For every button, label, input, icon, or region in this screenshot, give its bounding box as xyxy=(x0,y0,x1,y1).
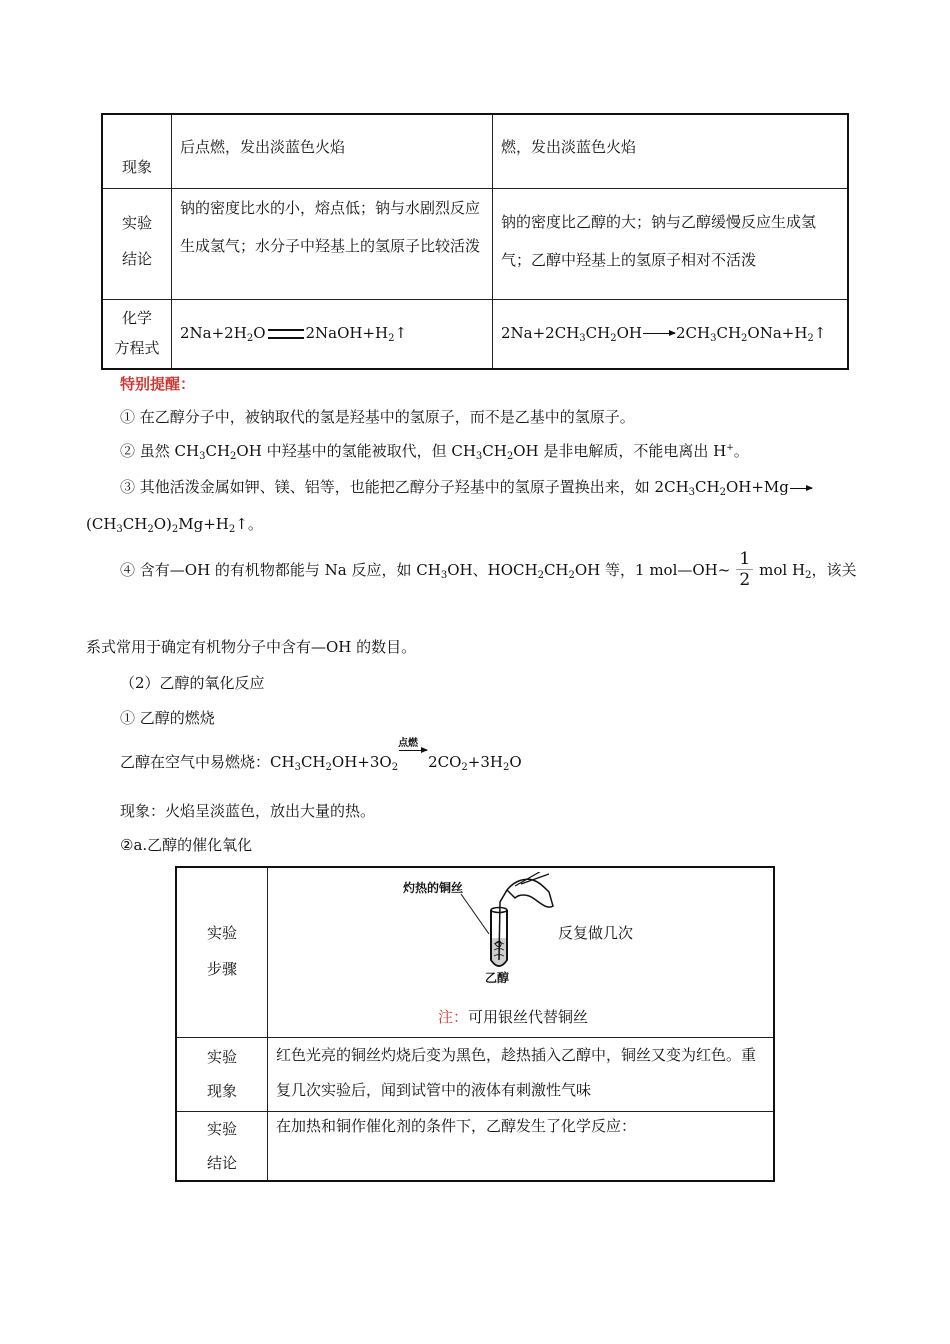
ethanol-label: 乙醇 xyxy=(485,971,510,984)
ethanol-equation-cell xyxy=(493,299,849,369)
ethanol-phenomenon-cell: 燃，发出淡蓝色火焰 xyxy=(493,114,849,188)
row-label-steps: 实验 步骤 xyxy=(176,867,268,1037)
combustion-phenomenon: 现象：火焰呈淡蓝色，放出大量的热。 xyxy=(120,802,376,820)
subheading-catalytic: ②a.乙醇的催化氧化 xyxy=(120,836,253,854)
reminder-title: 特别提醒： xyxy=(120,375,196,393)
row-label-equation: 化学 方程式 xyxy=(102,299,172,369)
half-fraction: $\frac{1}{2}$ xyxy=(736,549,753,590)
row-label-conclusion: 实验 结论 xyxy=(102,188,172,299)
reminder-point-3: ③ 其他活泼金属如钾、镁、铝等，也能把乙醇分子羟基中的氢原子置换出来，如 $2CH_3CH_2OH+Mg$ xyxy=(120,476,813,497)
phenomenon-cell: 红色光亮的铜丝灼烧后变为黑色，趁热插入乙醇中，铜丝又变为红色。重复几次实验后，闻到试管中的液体有刺激性气味 xyxy=(268,1037,775,1111)
row-label-conclusion-2: 实验 结论 xyxy=(176,1111,268,1181)
reminder-point-4-cont: 系式常用于确定有机物分子中含有—OH 的数目。 xyxy=(86,638,417,656)
subheading-combustion: ① 乙醇的燃烧 xyxy=(120,709,215,727)
steps-cell xyxy=(268,867,775,1037)
catalytic-oxidation-table xyxy=(175,866,775,1182)
reminder-point-2: ② 虽然 $CH_3CH_2OH$ 中羟基中的氢能被取代，但 $CH_3CH_2OH$ 是非电解质，不能电离出 H+。 xyxy=(120,442,749,462)
water-conclusion-cell: 钠的密度比水的小，熔点低；钠与水剧烈反应生成氢气；水分子中羟基上的氢原子比较活泼 xyxy=(172,188,493,299)
ethanol-conclusion-cell: 钠的密度比乙醇的大；钠与乙醇缓慢反应生成氢气；乙醇中羟基上的氢原子相对不活泼 xyxy=(493,188,849,299)
section-heading-oxidation: （2）乙醇的氧化反应 xyxy=(120,674,265,692)
row-label-phenomenon-2: 实验 现象 xyxy=(176,1037,268,1111)
combustion-equation: 乙醇在空气中易燃烧：$CH_3CH_2OH+3O_2$ 点燃 $2CO_2+3H_2O$ xyxy=(120,751,522,772)
note: 注：可用银丝代替铜丝 xyxy=(438,1008,589,1026)
row-label-phenomenon: 现象 xyxy=(102,114,172,188)
reminder-point-4: ④ 含有—OH 的有机物都能与 Na 反应，如 $CH_3OH$、$HOCH_2CH_2OH$ 等，1 mol—OH~ $\frac{1}{2}$ mol $H_2$，该关 xyxy=(120,549,857,590)
conclusion-cell: 在加热和铜作催化剂的条件下，乙醇发生了化学反应： xyxy=(268,1111,775,1181)
combustion-condition: 点燃 xyxy=(398,738,419,749)
water-phenomenon-cell: 后点燃，发出淡蓝色火焰 xyxy=(172,114,493,188)
hand xyxy=(507,879,553,907)
water-equation-cell xyxy=(172,299,493,369)
ethanol-sodium-equation: $2Na+2CH_3CH_2OH$ $2CH_3CH_2ONa+H_2↑$ xyxy=(501,323,827,344)
copper-wire-test-tube-illustration xyxy=(403,872,563,984)
water-sodium-equation: $2Na+2H_2O$ $2NaOH+H_2↑$ xyxy=(180,323,408,344)
reminder-point-1: ① 在乙醇分子中，被钠取代的氢是羟基中的氢原子，而不是乙基中的氢原子。 xyxy=(120,408,635,426)
comparison-table xyxy=(101,113,849,370)
repeat-instruction: 反复做几次 xyxy=(558,924,634,942)
reminder-point-3-cont: $(CH_3CH_2O)_2Mg+H_2↑$。 xyxy=(86,515,263,535)
wire-label: 灼热的铜丝 xyxy=(403,881,464,895)
